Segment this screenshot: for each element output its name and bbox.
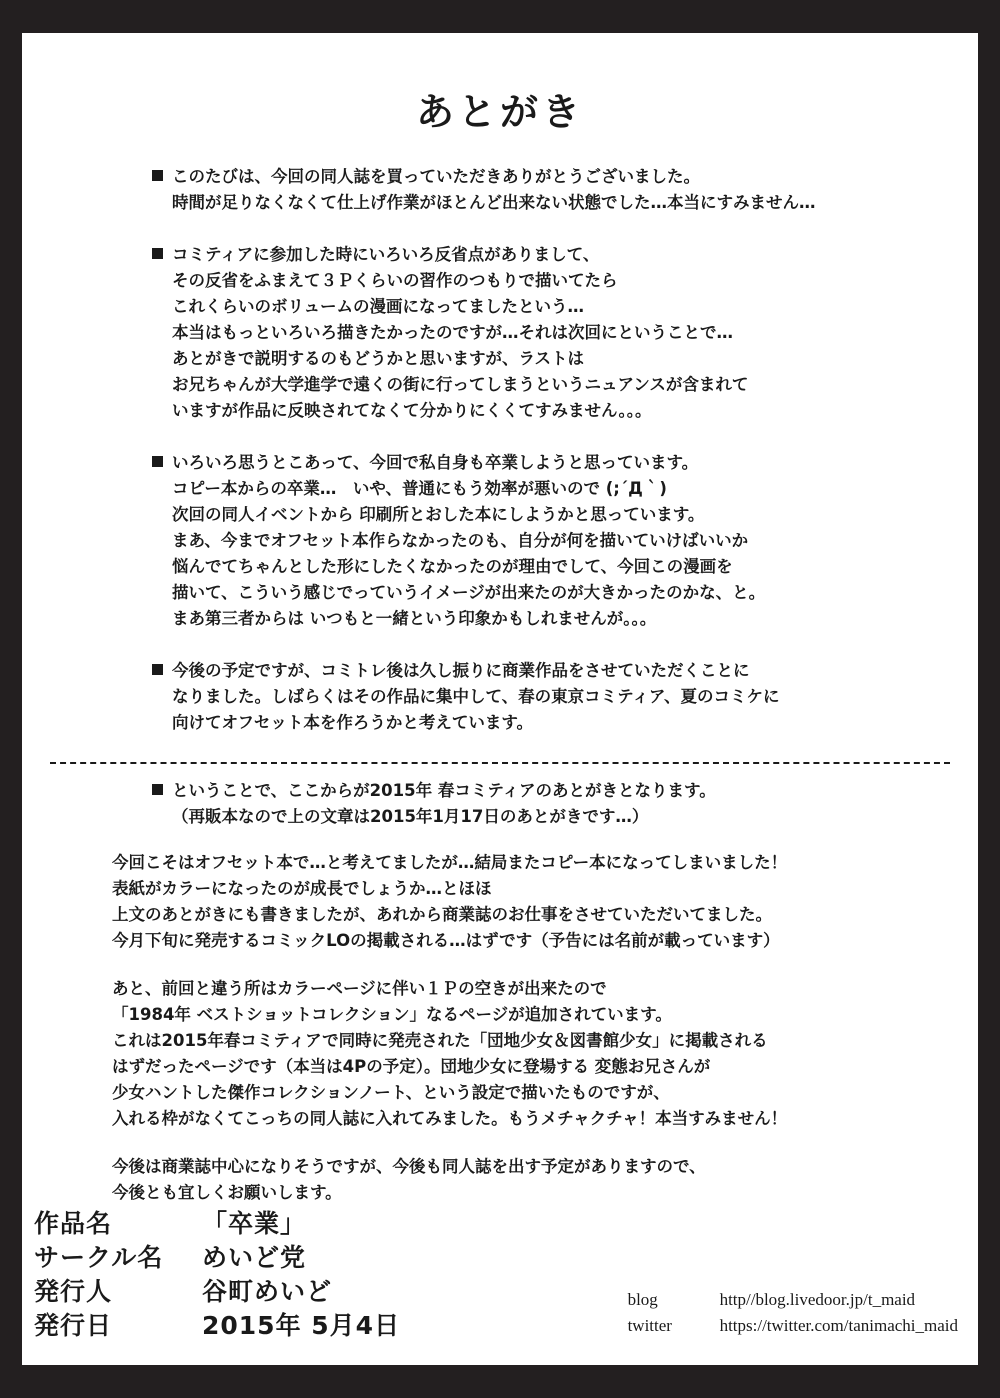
afterword-section bbox=[152, 778, 938, 830]
colophon-value: 2015年 5月4日 bbox=[202, 1311, 401, 1340]
page-border-bottom bbox=[0, 1365, 1000, 1398]
twitter-link[interactable]: https://twitter.com/tanimachi_maid bbox=[719, 1316, 958, 1335]
colophon-label: 発行人 bbox=[34, 1277, 113, 1306]
colophon bbox=[34, 1207, 964, 1343]
afterword-sections bbox=[22, 164, 978, 736]
block-line: 今回こそはオフセット本で…と考えてましたが…結局またコピー本になってしまいました！ bbox=[112, 853, 788, 872]
colophon-label: サークル名 bbox=[34, 1243, 164, 1272]
afterword-section bbox=[152, 164, 938, 216]
block-line: 表紙がカラーになったのが成長でしょうか…とほほ bbox=[112, 879, 492, 898]
page-title: あとがき bbox=[415, 90, 584, 134]
square-bullet-icon bbox=[152, 170, 163, 181]
section-line: このたびは、今回の同人誌を買っていただきありがとうございました。 bbox=[152, 164, 938, 190]
section-line: なりました。しばらくはその作品に集中して、春の東京コミティア、夏のコミケに bbox=[172, 687, 780, 706]
block-line: 上文のあとがきにも書きましたが、あれから商業誌のお仕事をさせていただいてました。 bbox=[112, 905, 772, 924]
section-line: まあ第三者からは いつもと一緒という印象かもしれませんが。。。 bbox=[172, 609, 657, 628]
section-line: 今後の予定ですが、コミトレ後は久し振りに商業作品をさせていただくことに bbox=[152, 658, 938, 684]
block-line: 今月下旬に発売するコミックLOの掲載される…はずです（予告には名前が載っています） bbox=[112, 931, 780, 950]
block-line: 「1984年 ベストショットコレクション」なるページが追加されています。 bbox=[112, 1005, 672, 1024]
dashed-divider bbox=[50, 762, 950, 764]
section-line: いますが作品に反映されてなくて分かりにくくてすみません。。。 bbox=[172, 401, 652, 420]
afterword-section bbox=[152, 242, 938, 424]
page-border-right bbox=[978, 0, 1000, 1398]
link-row bbox=[628, 1287, 958, 1313]
block-line: 今後とも宜しくお願いします。 bbox=[112, 1183, 342, 1202]
block-line: これは2015年春コミティアで同時に発売された「団地少女＆図書館少女」に掲載される bbox=[112, 1031, 768, 1050]
page-border-left bbox=[0, 0, 22, 1398]
colophon-label: 作品名 bbox=[34, 1209, 113, 1238]
section-line: まあ、今までオフセット本作らなかったのも、自分が何を描いていけばいいか bbox=[172, 531, 749, 550]
section-line: コミティアに参加した時にいろいろ反省点がありまして、 bbox=[152, 242, 938, 268]
page-content bbox=[22, 33, 978, 1365]
colophon-value: 「卒業」 bbox=[202, 1209, 307, 1238]
section-line: コピー本からの卒業… いや、普通にもう効率が悪いので (;´Д｀) bbox=[172, 479, 667, 498]
section-line: いろいろ思うとこあって、今回で私自身も卒業しようと思っています。 bbox=[152, 450, 938, 476]
afterword-block bbox=[22, 1154, 978, 1206]
section-line: あとがきで説明するのもどうかと思いますが、ラストは bbox=[172, 349, 585, 368]
colophon-value: 谷町めいど bbox=[202, 1277, 333, 1306]
block-line: 少女ハントした傑作コレクションノート、という設定で描いたものですが、 bbox=[112, 1083, 670, 1102]
post-divider-section bbox=[22, 778, 978, 830]
block-line: はずだったページです（本当は4Pの予定）。団地少女に登場する 変態お兄さんが bbox=[112, 1057, 711, 1076]
block-line: 今後は商業誌中心になりそうですが、今後も同人誌を出す予定がありますので、 bbox=[112, 1157, 706, 1176]
afterword-section bbox=[152, 450, 938, 632]
afterword-section bbox=[152, 658, 938, 736]
square-bullet-icon bbox=[152, 248, 163, 259]
block-line: あと、前回と違う所はカラーページに伴い１Ｐの空きが出来たので bbox=[112, 979, 607, 998]
section-line: 悩んでてちゃんとした形にしたくなかったのが理由でして、今回この漫画を bbox=[172, 557, 733, 576]
square-bullet-icon bbox=[152, 664, 163, 675]
link-row bbox=[628, 1313, 958, 1339]
section-line: これくらいのボリュームの漫画になってましたという… bbox=[172, 297, 585, 316]
page-border-top bbox=[0, 0, 1000, 33]
section-line: ということで、ここからが2015年 春コミティアのあとがきとなります。 bbox=[152, 778, 938, 804]
section-line: （再販本なので上の文章は2015年1月17日のあとがきです…） bbox=[172, 807, 649, 826]
square-bullet-icon bbox=[152, 784, 163, 795]
colophon-row bbox=[34, 1241, 964, 1275]
afterword-block bbox=[22, 850, 978, 954]
section-line: お兄ちゃんが大学進学で遠くの街に行ってしまうというニュアンスが含まれて bbox=[172, 375, 749, 394]
colophon-row bbox=[34, 1207, 964, 1241]
afterword-block bbox=[22, 976, 978, 1132]
section-line: 本当はもっといろいろ描きたかったのですが…それは次回にということで… bbox=[172, 323, 733, 342]
block-line: 入れる枠がなくてこっちの同人誌に入れてみました。もうメチャクチャ！本当すみません！ bbox=[112, 1109, 788, 1128]
section-line: 次回の同人イベントから 印刷所とおした本にしようかと思っています。 bbox=[172, 505, 705, 524]
colophon-label: 発行日 bbox=[34, 1311, 113, 1340]
link-label: twitter bbox=[627, 1316, 672, 1335]
section-line: 描いて、こういう感じでっていうイメージが出来たのが大きかったのかな、と。 bbox=[172, 583, 766, 602]
section-line: 時間が足りなくなくて仕上げ作業がほとんど出来ない状態でした…本当にすみません… bbox=[172, 193, 816, 212]
section-line: 向けてオフセット本を作ろうかと考えています。 bbox=[172, 713, 534, 732]
contact-links bbox=[628, 1287, 958, 1339]
blog-link[interactable]: http//blog.livedoor.jp/t_maid bbox=[719, 1290, 916, 1309]
section-line: その反省をふまえて３Ｐくらいの習作のつもりで描いてたら bbox=[172, 271, 618, 290]
colophon-value: めいど党 bbox=[202, 1243, 307, 1272]
link-label: blog bbox=[627, 1290, 658, 1309]
square-bullet-icon bbox=[152, 456, 163, 467]
